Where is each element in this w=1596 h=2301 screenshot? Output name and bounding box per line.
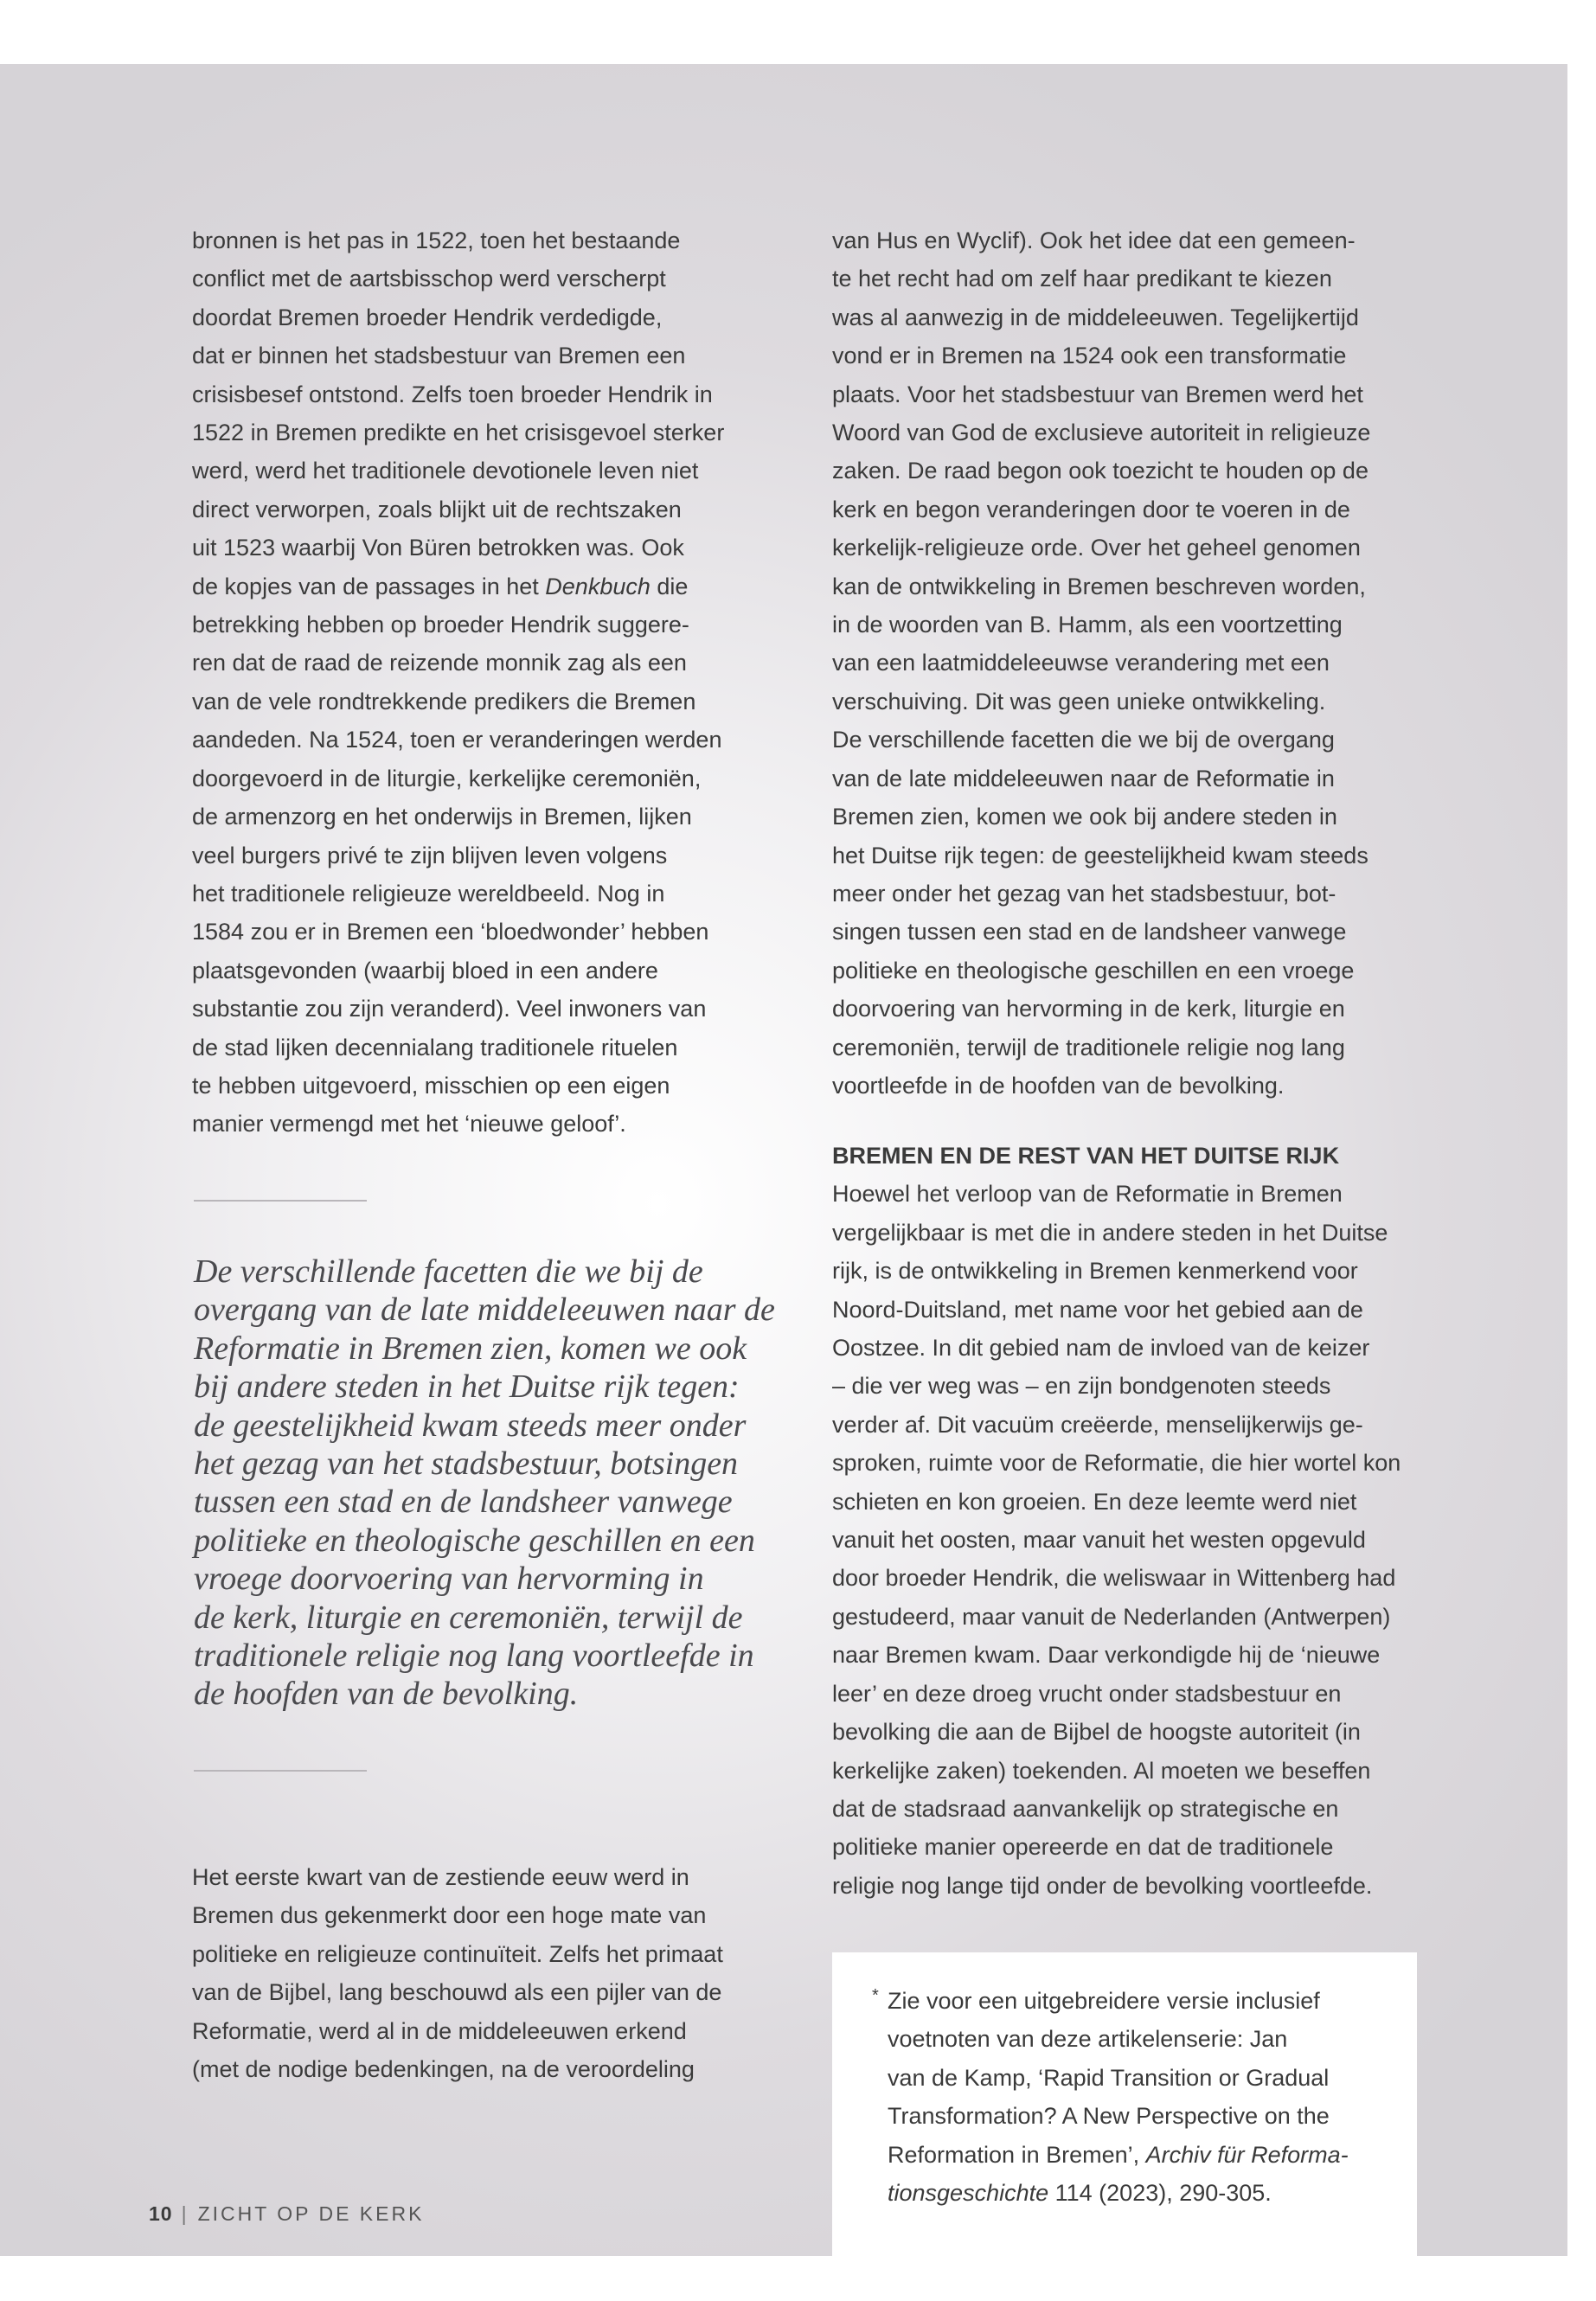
text-line: politieke en theologische geschillen en een vroege: [832, 957, 1355, 984]
text-line: verder af. Dit vacuüm creëerde, menselijkerwijs ge-: [832, 1411, 1363, 1438]
pullquote: [194, 1253, 799, 1714]
text-line: Noord-Duitsland, met name voor het gebied aan de: [832, 1296, 1363, 1323]
right-paragraph-2: [832, 1175, 1438, 1905]
right-column-section: [832, 1137, 1438, 1905]
text-line: – die ver weg was – en zijn bondgenoten steeds: [832, 1373, 1331, 1400]
pullquote-line: de kerk, liturgie en ceremoniën, terwijl de: [194, 1599, 743, 1636]
text-line: conflict met de aartsbisschop werd verscherpt: [192, 266, 666, 292]
text-line: Bremen zien, komen we ook bij andere steden in: [832, 804, 1337, 830]
text-line: ceremoniën, terwijl de traditionele religie nog lang: [832, 1034, 1345, 1061]
pullquote-top-rule: [194, 1200, 367, 1202]
section-heading: BREMEN EN DE REST VAN HET DUITSE RIJK: [832, 1143, 1340, 1169]
text-line: zaken. De raad begon ook toezicht te houden op de: [832, 458, 1368, 484]
text-line: gestudeerd, maar vanuit de Nederlanden (Antwerpen): [832, 1603, 1391, 1630]
text-line: uit 1523 waarbij Von Büren betrokken was. Ook: [192, 535, 684, 561]
text-line: Oostzee. In dit gebied nam de invloed van de keizer: [832, 1335, 1370, 1362]
text-line: het traditionele religieuze wereldbeeld. Nog in: [192, 880, 665, 907]
pullquote-line: het gezag van het stadsbestuur, botsingen: [194, 1445, 739, 1483]
text-line: doorgevoerd in de liturgie, kerkelijke ceremoniën,: [192, 765, 702, 792]
page-number: 10: [149, 2202, 173, 2225]
text-segment: die: [650, 573, 689, 599]
text-line: Bremen dus gekenmerkt door een hoge mate van: [192, 1902, 707, 1929]
pullquote-line: De verschillende facetten die we bij de: [194, 1253, 703, 1290]
text-line: rijk, is de ontwikkeling in Bremen kenmerkend voor: [832, 1258, 1358, 1285]
pullquote-line: traditionele religie nog lang voortleefde in: [194, 1638, 754, 1675]
text-line: substantie zou zijn veranderd). Veel inwoners van: [192, 996, 707, 1022]
text-line: politieke en religieuze continuïteit. Zelfs het primaat: [192, 1940, 723, 1967]
text-line: singen tussen een stad en de landsheer vanwege: [832, 919, 1347, 945]
text-line: het Duitse rijk tegen: de geestelijkheid kwam steeds: [832, 842, 1368, 868]
text-line: van de late middeleeuwen naar de Reformatie in: [832, 765, 1335, 792]
text-line: De verschillende facetten die we bij de overgang: [832, 727, 1335, 753]
text-line: kerk en begon veranderingen door te voeren in de: [832, 496, 1350, 522]
text-line: aandeden. Na 1524, toen er veranderingen werden: [192, 727, 722, 753]
text-segment: de kopjes van de passages in het: [192, 573, 546, 599]
pullquote-line: overgang van de late middeleeuwen naar de: [194, 1292, 775, 1329]
text-line: verschuiving. Dit was geen unieke ontwikkeling.: [832, 688, 1326, 715]
text-line: doordat Bremen broeder Hendrik verdedigde,: [192, 304, 663, 330]
footnote: [872, 1982, 1407, 2212]
journal-title: Archiv für Reforma-: [1145, 2141, 1349, 2168]
text-line: (met de nodige bedenkingen, na de veroordeling: [192, 2056, 695, 2083]
left-column: [192, 221, 780, 1144]
footnote-box: [832, 1952, 1417, 2301]
text-line: werd, werd het traditionele devotionele leven niet: [192, 458, 699, 484]
text-line: plaatsgevonden (waarbij bloed in een andere: [192, 957, 658, 984]
text-line: door broeder Hendrik, die weliswaar in Wittenberg had: [832, 1565, 1396, 1592]
footnote-line: [888, 2174, 1407, 2212]
text-line: plaats. Voor het stadsbestuur van Bremen werd het: [832, 381, 1363, 407]
text-line: Hoewel het verloop van de Reformatie in Bremen: [832, 1181, 1343, 1208]
folio-separator: |: [181, 2202, 189, 2225]
page-folio: [149, 2202, 424, 2226]
magazine-title: ZICHT OP DE KERK: [197, 2202, 425, 2225]
text-line: Het eerste kwart van de zestiende eeuw werd in: [192, 1864, 689, 1890]
text-line: voortleefde in de hoofden van de bevolking.: [832, 1072, 1285, 1099]
text-line: in de woorden van B. Hamm, als een voortzetting: [832, 612, 1343, 638]
text-line: bevolking die aan de Bijbel de hoogste autoriteit (in: [832, 1719, 1361, 1746]
text-line: Reformatie, werd al in de middeleeuwen erkend: [192, 2017, 687, 2044]
journal-title: tionsgeschichte: [888, 2180, 1049, 2207]
text-line: vergelijkbaar is met die in andere steden in het Duitse: [832, 1219, 1388, 1246]
text-line: vanuit het oosten, maar vanuit het westen opgevuld: [832, 1527, 1366, 1554]
text-line: van de vele rondtrekkende predikers die Bremen: [192, 688, 696, 715]
text-line: kerkelijke zaken) toekenden. Al moeten we beseffen: [832, 1757, 1371, 1784]
text-line: sproken, ruimte voor de Reformatie, die hier wortel kon: [832, 1450, 1401, 1477]
text-line: 1522 in Bremen predikte en het crisisgevoel sterker: [192, 420, 725, 446]
right-column: [832, 221, 1429, 1105]
pullquote-bottom-rule: [194, 1770, 367, 1772]
pullquote-line: Reformatie in Bremen zien, komen we ook: [194, 1330, 747, 1367]
text-line: de stad lijken decennialang traditionele rituelen: [192, 1034, 678, 1061]
text-line: dat er binnen het stadsbestuur van Bremen een: [192, 343, 686, 369]
footnote-line: Zie voor een uitgebreidere versie inclusief: [888, 1988, 1320, 2014]
footnote-line: voetnoten van deze artikelenserie: Jan: [888, 2026, 1288, 2053]
text-line: te hebben uitgevoerd, misschien op een eigen: [192, 1072, 670, 1099]
pullquote-line: de hoofden van de bevolking.: [194, 1676, 579, 1713]
text-segment: Reformation in Bremen’,: [888, 2141, 1146, 2168]
footnote-asterisk: *: [872, 1986, 879, 2005]
pullquote-line: bij andere steden in het Duitse rijk tegen:: [194, 1368, 740, 1406]
text-line: betrekking hebben op broeder Hendrik suggere-: [192, 612, 689, 638]
text-line: van de Bijbel, lang beschouwd als een pijler van de: [192, 1979, 722, 2006]
pullquote-line: politieke en theologische geschillen en een: [194, 1522, 755, 1559]
text-line: de armenzorg en het onderwijs in Bremen, lijken: [192, 804, 692, 830]
text-line: 1584 zou er in Bremen een ‘bloedwonder’ hebben: [192, 919, 709, 945]
footnote-line: van de Kamp, ‘Rapid Transition or Gradual: [888, 2064, 1330, 2091]
footnote-line: [888, 2136, 1407, 2174]
text-line: van een laatmiddeleeuwse verandering met een: [832, 650, 1330, 676]
denkbuch-title: Denkbuch: [545, 573, 651, 599]
text-line: vond er in Bremen na 1524 ook een transformatie: [832, 343, 1347, 369]
text-line: kan de ontwikkeling in Bremen beschreven worden,: [832, 573, 1366, 599]
text-line: bronnen is het pas in 1522, toen het bestaande: [192, 228, 681, 253]
text-line: manier vermengd met het ‘nieuwe geloof’.: [192, 1111, 626, 1138]
text-line: naar Bremen kwam. Daar verkondigde hij de ‘nieuwe: [832, 1642, 1381, 1669]
text-line: politieke manier opereerde en dat de traditionele: [832, 1834, 1334, 1861]
text-line: religie nog lange tijd onder de bevolking voortleefde.: [832, 1872, 1373, 1899]
right-paragraph-1: [832, 221, 1429, 1105]
left-paragraph-1: [192, 221, 780, 1144]
text-line: leer’ en deze droeg vrucht onder stadsbestuur en: [832, 1680, 1342, 1707]
text-line: ren dat de raad de reizende monnik zag als een: [192, 650, 687, 676]
pullquote-line: de geestelijkheid kwam steeds meer onder: [194, 1407, 747, 1444]
text-line: veel burgers privé te zijn blijven leven volgens: [192, 842, 668, 868]
text-line: crisisbesef ontstond. Zelfs toen broeder Hendrik in: [192, 381, 713, 407]
pullquote-line: tussen een stad en de landsheer vanwege: [194, 1484, 733, 1521]
text-line: te het recht had om zelf haar predikant te kiezen: [832, 266, 1332, 292]
text-line: was al aanwezig in de middeleeuwen. Tegelijkertijd: [832, 304, 1359, 330]
text-line: [192, 567, 780, 606]
footnote-line: Transformation? A New Perspective on the: [888, 2103, 1330, 2130]
text-line: schieten en kon groeien. En deze leemte werd niet: [832, 1488, 1357, 1515]
text-line: van Hus en Wyclif). Ook het idee dat een gemeen-: [832, 228, 1356, 253]
pullquote-line: vroege doorvoering van hervorming in: [194, 1561, 704, 1598]
text-line: meer onder het gezag van het stadsbestuur, bot-: [832, 880, 1336, 907]
text-line: doorvoering van hervorming in de kerk, liturgie en: [832, 996, 1345, 1022]
text-line: dat de stadsraad aanvankelijk op strategische en: [832, 1795, 1339, 1822]
text-line: kerkelijk-religieuze orde. Over het geheel genomen: [832, 535, 1361, 561]
text-line: direct verworpen, zoals blijkt uit de rechtszaken: [192, 496, 682, 522]
text-line: Woord van God de exclusieve autoriteit in religieuze: [832, 420, 1371, 446]
text-segment: 114 (2023), 290-305.: [1048, 2180, 1272, 2207]
left-paragraph-2: [192, 1858, 780, 2088]
left-column-bottom: [192, 1858, 780, 2088]
